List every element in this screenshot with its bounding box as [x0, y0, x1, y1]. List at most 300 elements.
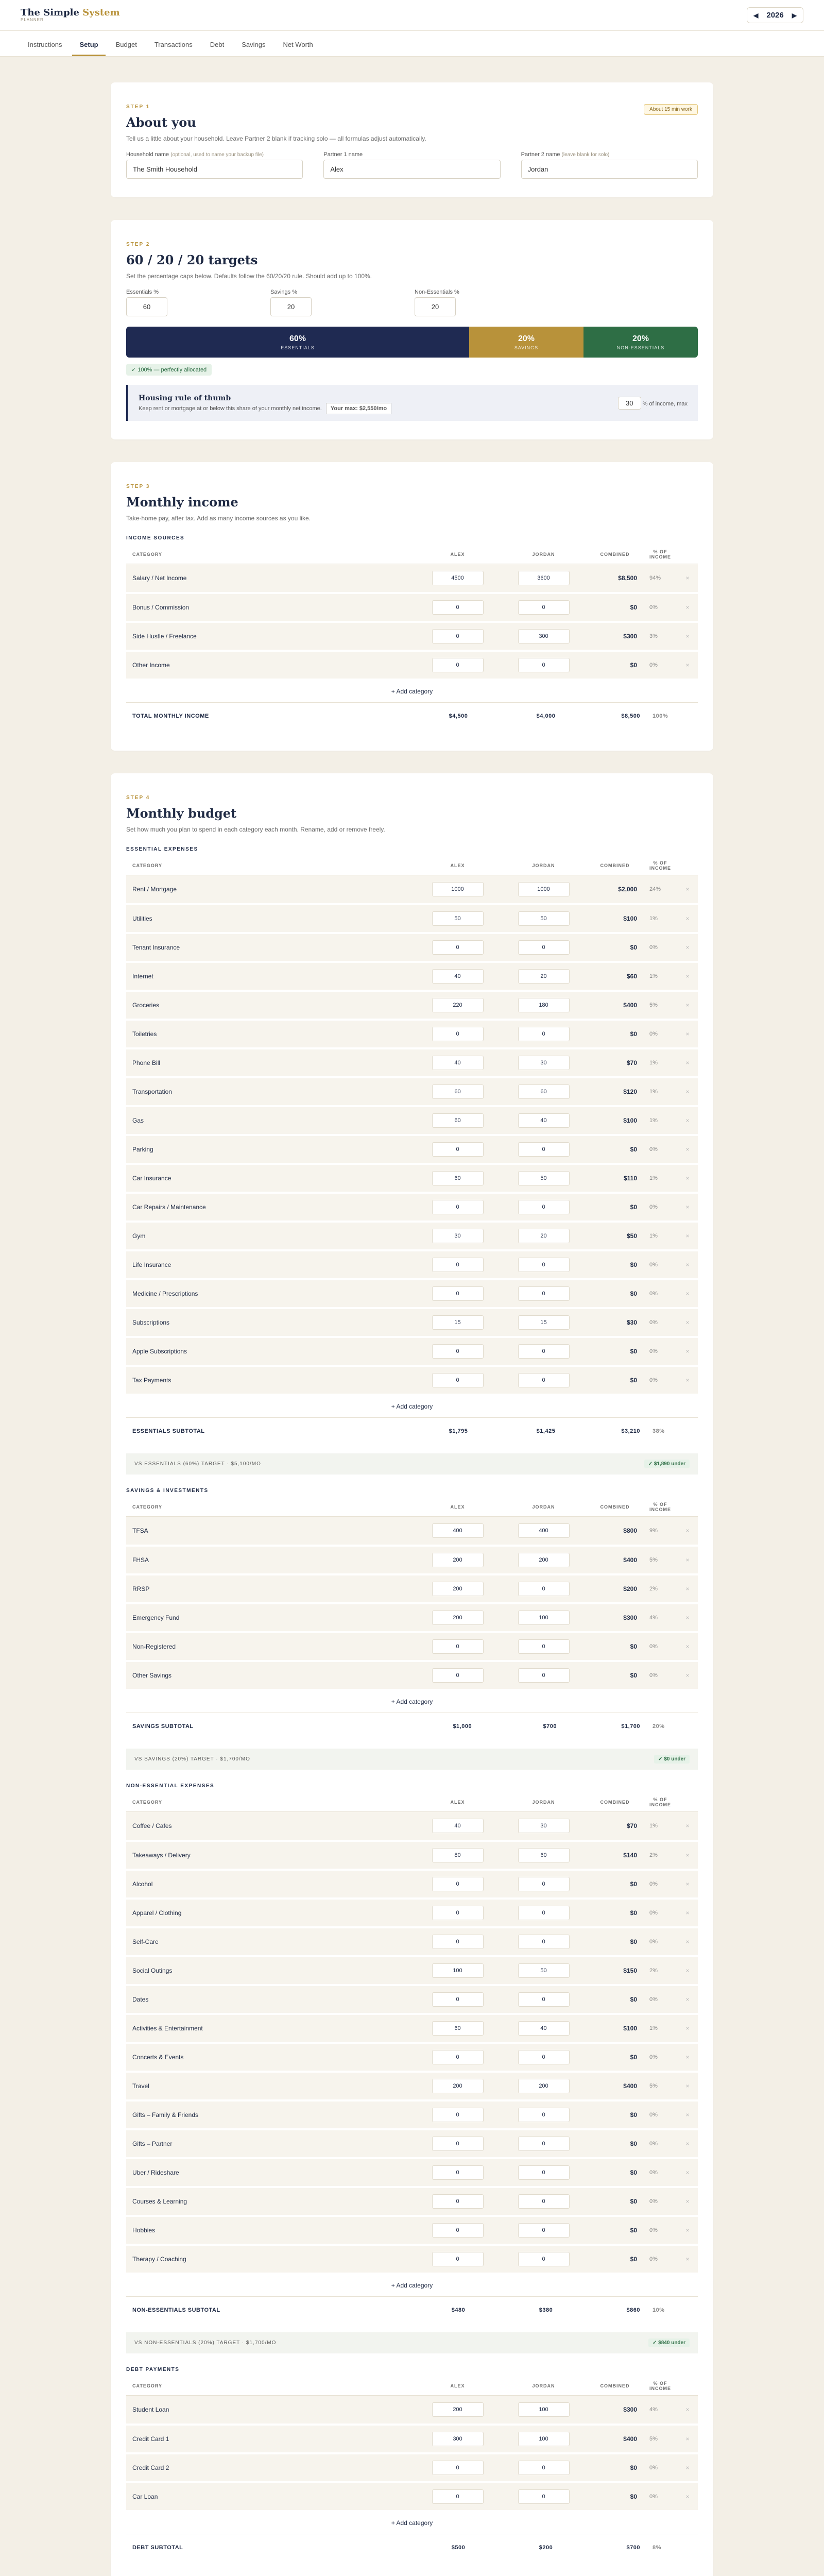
category-name[interactable]: Utilities: [126, 904, 415, 933]
amount-input[interactable]: 0: [518, 1582, 570, 1596]
table-row: [126, 622, 698, 651]
amount-input[interactable]: 0: [432, 658, 484, 672]
year-selector[interactable]: [747, 7, 803, 23]
amount-input[interactable]: 200: [432, 1611, 484, 1625]
remove-row-icon[interactable]: ×: [677, 2158, 698, 2187]
percent-value: 0%: [643, 933, 677, 962]
remove-row-icon[interactable]: ×: [677, 933, 698, 962]
remove-row-icon[interactable]: ×: [677, 1020, 698, 1048]
amount-input[interactable]: 50: [518, 911, 570, 926]
year-value: 2026: [766, 11, 784, 20]
category-name[interactable]: Dates: [126, 1985, 415, 2014]
category-name[interactable]: Credit Card 1: [126, 2425, 415, 2453]
remove-row-icon[interactable]: ×: [677, 1632, 698, 1661]
add-category-button[interactable]: + Add category: [391, 2519, 433, 2527]
remove-row-icon[interactable]: ×: [677, 1870, 698, 1899]
group-label: NON-ESSENTIAL EXPENSES: [126, 1783, 215, 1789]
amount-input[interactable]: 200: [432, 2079, 484, 2093]
amount-input[interactable]: 100: [518, 2402, 570, 2417]
amount-input[interactable]: 15: [432, 1315, 484, 1330]
amount-input[interactable]: 0: [518, 1258, 570, 1272]
remove-row-icon[interactable]: ×: [677, 875, 698, 904]
category-name[interactable]: Subscriptions: [126, 1308, 415, 1337]
amount-input[interactable]: 0: [518, 1877, 570, 1891]
remove-row-icon[interactable]: ×: [677, 1250, 698, 1279]
column-header: ALEX: [415, 2377, 501, 2396]
category-name[interactable]: Parking: [126, 1135, 415, 1164]
combined-value: $70: [587, 1812, 643, 1841]
amount-input[interactable]: 50: [518, 1963, 570, 1978]
amount-input[interactable]: 0: [518, 2050, 570, 2064]
amount-input[interactable]: 0: [518, 1992, 570, 2007]
amount-input[interactable]: 15: [518, 1315, 570, 1330]
remove-row-icon[interactable]: ×: [677, 2072, 698, 2100]
remove-row-icon[interactable]: ×: [677, 1841, 698, 1870]
table-row: [126, 962, 698, 991]
amount-input[interactable]: 0: [518, 1668, 570, 1683]
section-title: About you: [126, 115, 196, 130]
percent-value: 1%: [643, 1048, 677, 1077]
remove-row-icon[interactable]: ×: [677, 564, 698, 593]
percent-value: 0%: [643, 2245, 677, 2274]
tab-transactions[interactable]: Transactions: [154, 41, 193, 48]
combined-value: $0: [587, 1927, 643, 1956]
tab-net-worth[interactable]: Net Worth: [283, 41, 313, 48]
amount-input[interactable]: 0: [432, 600, 484, 615]
amount-input[interactable]: 0: [432, 629, 484, 643]
remove-row-icon[interactable]: ×: [677, 1574, 698, 1603]
remove-row-icon[interactable]: ×: [677, 1222, 698, 1250]
remove-row-icon[interactable]: ×: [677, 991, 698, 1020]
table-row: [126, 2158, 698, 2187]
amount-input[interactable]: 200: [518, 2079, 570, 2093]
table-row: [126, 1661, 698, 1690]
amount-input[interactable]: 20: [518, 1229, 570, 1243]
percent-value: 4%: [643, 1603, 677, 1632]
table-row: [126, 593, 698, 622]
table-row: [126, 651, 698, 680]
remove-row-icon[interactable]: ×: [677, 962, 698, 991]
amount-input[interactable]: 0: [432, 1992, 484, 2007]
remove-row-icon[interactable]: ×: [677, 1337, 698, 1366]
category-name[interactable]: Non-Registered: [126, 1632, 415, 1661]
amount-input[interactable]: 0: [432, 1344, 484, 1359]
nonessentials-pct-label: Non-Essentials %: [415, 289, 459, 295]
percent-value: 9%: [643, 1517, 677, 1546]
amount-input[interactable]: 0: [432, 1906, 484, 1920]
amount-input[interactable]: 1000: [432, 882, 484, 896]
amount-input[interactable]: 0: [432, 1935, 484, 1949]
income-table: [126, 545, 698, 681]
remove-row-icon[interactable]: ×: [677, 2482, 698, 2511]
amount-input[interactable]: 40: [518, 1113, 570, 1128]
table-row: [126, 904, 698, 933]
remove-row-icon[interactable]: ×: [677, 593, 698, 622]
amount-input[interactable]: 0: [432, 2165, 484, 2180]
tab-debt[interactable]: Debt: [210, 41, 225, 48]
table-row: [126, 933, 698, 962]
category-name[interactable]: TFSA: [126, 1517, 415, 1546]
table-row: [126, 2482, 698, 2511]
add-income-button[interactable]: + Add category: [391, 687, 433, 695]
percent-value: 2%: [643, 1956, 677, 1985]
category-name[interactable]: Other Savings: [126, 1661, 415, 1690]
category-name[interactable]: Apparel / Clothing: [126, 1899, 415, 1927]
category-name[interactable]: Car Loan: [126, 2482, 415, 2511]
combined-value: $0: [587, 1193, 643, 1222]
category-name[interactable]: Side Hustle / Freelance: [126, 622, 415, 651]
percent-value: 4%: [643, 2396, 677, 2425]
add-category-button[interactable]: + Add category: [391, 2281, 433, 2289]
category-name[interactable]: Groceries: [126, 991, 415, 1020]
remove-row-icon[interactable]: ×: [677, 1927, 698, 1956]
amount-input[interactable]: 0: [518, 1200, 570, 1214]
remove-row-icon[interactable]: ×: [677, 2043, 698, 2072]
remove-row-icon[interactable]: ×: [677, 2453, 698, 2482]
category-name[interactable]: Coffee / Cafes: [126, 1812, 415, 1841]
remove-row-icon[interactable]: ×: [677, 1366, 698, 1395]
remove-row-icon[interactable]: ×: [677, 1603, 698, 1632]
amount-input[interactable]: 40: [432, 1056, 484, 1070]
target-status-badge: ✓ $0 under: [654, 1755, 690, 1764]
remove-row-icon[interactable]: ×: [677, 2245, 698, 2274]
amount-input[interactable]: 60: [432, 1084, 484, 1099]
combined-value: $100: [587, 2014, 643, 2043]
category-name[interactable]: Toiletries: [126, 1020, 415, 1048]
percent-value: 5%: [643, 2425, 677, 2453]
category-name[interactable]: Gas: [126, 1106, 415, 1135]
amount-input[interactable]: 0: [432, 1639, 484, 1654]
amount-input[interactable]: 0: [518, 600, 570, 615]
category-name[interactable]: Gifts – Family & Friends: [126, 2100, 415, 2129]
amount-input[interactable]: 400: [432, 1523, 484, 1538]
amount-input[interactable]: 60: [518, 1848, 570, 1862]
amount-input[interactable]: 0: [432, 2050, 484, 2064]
category-name[interactable]: Internet: [126, 962, 415, 991]
percent-value: 0%: [643, 1020, 677, 1048]
amount-input[interactable]: 0: [432, 1668, 484, 1683]
column-header: COMBINED: [587, 1793, 643, 1812]
amount-input[interactable]: 100: [518, 2432, 570, 2446]
remove-row-icon[interactable]: ×: [677, 1546, 698, 1574]
amount-input[interactable]: 0: [518, 1142, 570, 1157]
amount-input[interactable]: 0: [432, 1373, 484, 1387]
amount-input[interactable]: 0: [432, 2108, 484, 2122]
category-name[interactable]: Uber / Rideshare: [126, 2158, 415, 2187]
group-label: ESSENTIAL EXPENSES: [126, 846, 198, 852]
amount-input[interactable]: 60: [432, 1171, 484, 1185]
amount-input[interactable]: 80: [432, 1848, 484, 1862]
amount-input[interactable]: 40: [518, 2021, 570, 2036]
table-row: [126, 1308, 698, 1337]
remove-row-icon[interactable]: ×: [677, 1164, 698, 1193]
category-name[interactable]: Activities & Entertainment: [126, 2014, 415, 2043]
category-name[interactable]: Takeaways / Delivery: [126, 1841, 415, 1870]
percent-value: 0%: [643, 1927, 677, 1956]
amount-input[interactable]: 0: [432, 1027, 484, 1041]
percent-value: 1%: [643, 1106, 677, 1135]
amount-input[interactable]: 0: [518, 2489, 570, 2504]
category-name[interactable]: Phone Bill: [126, 1048, 415, 1077]
remove-row-icon[interactable]: ×: [677, 2216, 698, 2245]
table-row: [126, 1812, 698, 1841]
amount-input[interactable]: 0: [432, 2223, 484, 2238]
remove-row-icon[interactable]: ×: [677, 622, 698, 651]
combined-value: $0: [587, 2043, 643, 2072]
housing-pct-input[interactable]: 30: [618, 397, 641, 410]
table-row: [126, 2245, 698, 2274]
category-name[interactable]: Self-Care: [126, 1927, 415, 1956]
amount-input[interactable]: 300: [432, 2432, 484, 2446]
remove-row-icon[interactable]: ×: [677, 651, 698, 680]
table-row: [126, 2453, 698, 2482]
amount-input[interactable]: 100: [518, 1611, 570, 1625]
amount-input[interactable]: 0: [432, 1200, 484, 1214]
remove-row-icon[interactable]: ×: [677, 2129, 698, 2158]
amount-input[interactable]: 0: [518, 1935, 570, 1949]
budget-card: [111, 773, 713, 2576]
percent-value: 0%: [643, 2100, 677, 2129]
category-name[interactable]: Rent / Mortgage: [126, 875, 415, 904]
amount-input[interactable]: 0: [518, 2137, 570, 2151]
percent-value: 3%: [643, 622, 677, 651]
remove-row-icon[interactable]: ×: [677, 1956, 698, 1985]
household-label: Household name (optional, used to name your backup file): [126, 151, 264, 158]
remove-row-icon[interactable]: ×: [677, 2425, 698, 2453]
combined-value: $0: [587, 1337, 643, 1366]
section-desc: Tell us a little about your household. Leave Partner 2 blank if tracking solo — all formulas adjust automatically.: [126, 135, 426, 142]
column-header: % OF INCOME: [643, 2377, 677, 2396]
amount-input[interactable]: 0: [518, 658, 570, 672]
add-category-button[interactable]: + Add category: [391, 1698, 433, 1705]
category-name[interactable]: Alcohol: [126, 1870, 415, 1899]
amount-input[interactable]: 0: [518, 1373, 570, 1387]
amount-input[interactable]: 0: [518, 2252, 570, 2266]
amount-input[interactable]: 40: [432, 1819, 484, 1833]
savings-pct-input[interactable]: 20: [270, 297, 312, 316]
amount-input[interactable]: 0: [518, 2194, 570, 2209]
step-label: STEP 4: [126, 795, 150, 801]
household-input[interactable]: The Smith Household: [126, 160, 303, 179]
savings-pct-label: Savings %: [270, 289, 297, 295]
amount-input[interactable]: 0: [518, 940, 570, 955]
remove-row-icon[interactable]: ×: [677, 1899, 698, 1927]
step-label: STEP 1: [126, 104, 150, 110]
table-row: [126, 1048, 698, 1077]
remove-row-icon[interactable]: ×: [677, 1985, 698, 2014]
category-name[interactable]: Other Income: [126, 651, 415, 680]
tab-setup[interactable]: Setup: [72, 35, 105, 56]
prev-year-button[interactable]: ◀: [753, 11, 759, 19]
amount-input[interactable]: 3600: [518, 571, 570, 585]
percent-value: 1%: [643, 962, 677, 991]
category-name[interactable]: Travel: [126, 2072, 415, 2100]
category-name[interactable]: Car Insurance: [126, 1164, 415, 1193]
next-year-button[interactable]: ▶: [792, 11, 797, 19]
amount-input[interactable]: 60: [518, 1084, 570, 1099]
amount-input[interactable]: 30: [518, 1819, 570, 1833]
amount-input[interactable]: 30: [432, 1229, 484, 1243]
amount-input[interactable]: 20: [518, 969, 570, 984]
amount-input[interactable]: 60: [432, 1113, 484, 1128]
remove-row-icon[interactable]: ×: [677, 1517, 698, 1546]
tab-savings[interactable]: Savings: [242, 41, 266, 48]
combined-value: $0: [587, 1870, 643, 1899]
category-name[interactable]: Courses & Learning: [126, 2187, 415, 2216]
combined-value: $0: [587, 933, 643, 962]
add-category-button[interactable]: + Add category: [391, 1402, 433, 1410]
category-name[interactable]: Gym: [126, 1222, 415, 1250]
category-name[interactable]: Concerts & Events: [126, 2043, 415, 2072]
section-desc: Set how much you plan to spend in each category each month. Rename, add or remove freely.: [126, 826, 385, 833]
combined-value: $140: [587, 1841, 643, 1870]
partner1-input[interactable]: Alex: [323, 160, 500, 179]
remove-row-icon[interactable]: ×: [677, 2396, 698, 2425]
combined-value: $0: [587, 1135, 643, 1164]
category-name[interactable]: Transportation: [126, 1077, 415, 1106]
tab-budget[interactable]: Budget: [115, 41, 137, 48]
amount-input[interactable]: 0: [518, 1906, 570, 1920]
amount-input[interactable]: 0: [518, 2108, 570, 2122]
category-name[interactable]: Student Loan: [126, 2396, 415, 2425]
column-header: [677, 856, 698, 875]
amount-input[interactable]: 0: [518, 2223, 570, 2238]
budget-table: [126, 1793, 698, 2275]
step-label: STEP 2: [126, 242, 150, 247]
category-name[interactable]: Bonus / Commission: [126, 593, 415, 622]
amount-input[interactable]: 0: [432, 1142, 484, 1157]
table-row: [126, 875, 698, 904]
table-row: [126, 1574, 698, 1603]
category-name[interactable]: Therapy / Coaching: [126, 2245, 415, 2274]
amount-input[interactable]: 50: [432, 911, 484, 926]
amount-input[interactable]: 180: [518, 998, 570, 1012]
amount-input[interactable]: 0: [432, 2137, 484, 2151]
category-name[interactable]: Credit Card 2: [126, 2453, 415, 2482]
combined-value: $2,000: [587, 875, 643, 904]
remove-row-icon[interactable]: ×: [677, 1193, 698, 1222]
subtotal-row: SAVINGS SUBTOTAL $1,000 $700 $1,700 20%: [126, 1713, 698, 1741]
amount-input[interactable]: 0: [432, 940, 484, 955]
category-name[interactable]: Tax Payments: [126, 1366, 415, 1395]
remove-row-icon[interactable]: ×: [677, 1661, 698, 1690]
table-row: [126, 2072, 698, 2100]
remove-row-icon[interactable]: ×: [677, 1812, 698, 1841]
category-name[interactable]: FHSA: [126, 1546, 415, 1574]
partner2-input[interactable]: Jordan: [521, 160, 698, 179]
category-name[interactable]: Social Outings: [126, 1956, 415, 1985]
amount-input[interactable]: 0: [518, 2461, 570, 2475]
remove-row-icon[interactable]: ×: [677, 1106, 698, 1135]
amount-input[interactable]: 200: [432, 2402, 484, 2417]
table-row: [126, 1279, 698, 1308]
income-card: [111, 462, 713, 751]
amount-input[interactable]: 0: [432, 1877, 484, 1891]
amount-input[interactable]: 4500: [432, 571, 484, 585]
percent-value: 0%: [643, 1308, 677, 1337]
category-name[interactable]: Hobbies: [126, 2216, 415, 2245]
category-name[interactable]: Apple Subscriptions: [126, 1337, 415, 1366]
amount-input[interactable]: 1000: [518, 882, 570, 896]
subtotal-row: DEBT SUBTOTAL $500 $200 $700 8%: [126, 2534, 698, 2563]
amount-input[interactable]: 400: [518, 1523, 570, 1538]
remove-row-icon[interactable]: ×: [677, 1135, 698, 1164]
percent-value: 5%: [643, 2072, 677, 2100]
table-row: [126, 1020, 698, 1048]
column-header: COMBINED: [587, 856, 643, 875]
amount-input[interactable]: 0: [432, 1258, 484, 1272]
combined-value: $50: [587, 1222, 643, 1250]
amount-input[interactable]: 220: [432, 998, 484, 1012]
nonessentials-pct-input[interactable]: 20: [415, 297, 456, 316]
remove-row-icon[interactable]: ×: [677, 2014, 698, 2043]
remove-row-icon[interactable]: ×: [677, 2187, 698, 2216]
category-name[interactable]: Salary / Net Income: [126, 564, 415, 593]
combined-value: $150: [587, 1956, 643, 1985]
amount-input[interactable]: 0: [432, 2489, 484, 2504]
table-row: [126, 1337, 698, 1366]
amount-input[interactable]: 60: [432, 2021, 484, 2036]
amount-input[interactable]: 200: [432, 1553, 484, 1567]
category-name[interactable]: Gifts – Partner: [126, 2129, 415, 2158]
category-name[interactable]: Emergency Fund: [126, 1603, 415, 1632]
remove-row-icon[interactable]: ×: [677, 1308, 698, 1337]
amount-input[interactable]: 100: [432, 1963, 484, 1978]
remove-row-icon[interactable]: ×: [677, 1048, 698, 1077]
category-name[interactable]: Medicine / Prescriptions: [126, 1279, 415, 1308]
amount-input[interactable]: 200: [518, 1553, 570, 1567]
group-label: DEBT PAYMENTS: [126, 2367, 180, 2372]
amount-input[interactable]: 40: [432, 969, 484, 984]
amount-input[interactable]: 0: [432, 2461, 484, 2475]
tab-bar: [0, 31, 824, 57]
amount-input[interactable]: 0: [518, 1027, 570, 1041]
combined-value: $300: [587, 622, 643, 651]
combined-value: $0: [587, 1632, 643, 1661]
amount-input[interactable]: 0: [518, 1344, 570, 1359]
percent-value: 0%: [643, 1279, 677, 1308]
table-row: [126, 1927, 698, 1956]
amount-input[interactable]: 0: [432, 2252, 484, 2266]
essentials-pct-input[interactable]: 60: [126, 297, 167, 316]
remove-row-icon[interactable]: ×: [677, 1279, 698, 1308]
amount-input[interactable]: 0: [432, 2194, 484, 2209]
table-row: [126, 2187, 698, 2216]
remove-row-icon[interactable]: ×: [677, 1077, 698, 1106]
tab-instructions[interactable]: Instructions: [28, 41, 62, 48]
amount-input[interactable]: 30: [518, 1056, 570, 1070]
category-name[interactable]: Tenant Insurance: [126, 933, 415, 962]
remove-row-icon[interactable]: ×: [677, 2100, 698, 2129]
amount-input[interactable]: 0: [518, 2165, 570, 2180]
percent-value: 0%: [643, 593, 677, 622]
combined-value: $400: [587, 1546, 643, 1574]
remove-row-icon[interactable]: ×: [677, 904, 698, 933]
section-title: Monthly budget: [126, 806, 237, 821]
amount-input[interactable]: 0: [432, 1286, 484, 1301]
amount-input[interactable]: 50: [518, 1171, 570, 1185]
amount-input[interactable]: 200: [432, 1582, 484, 1596]
combined-value: $200: [587, 1574, 643, 1603]
category-name[interactable]: Car Repairs / Maintenance: [126, 1193, 415, 1222]
column-header: ALEX: [415, 545, 501, 564]
amount-input[interactable]: 300: [518, 629, 570, 643]
category-name[interactable]: Life Insurance: [126, 1250, 415, 1279]
amount-input[interactable]: 0: [518, 1639, 570, 1654]
percent-value: 0%: [643, 2129, 677, 2158]
amount-input[interactable]: 0: [518, 1286, 570, 1301]
category-name[interactable]: RRSP: [126, 1574, 415, 1603]
